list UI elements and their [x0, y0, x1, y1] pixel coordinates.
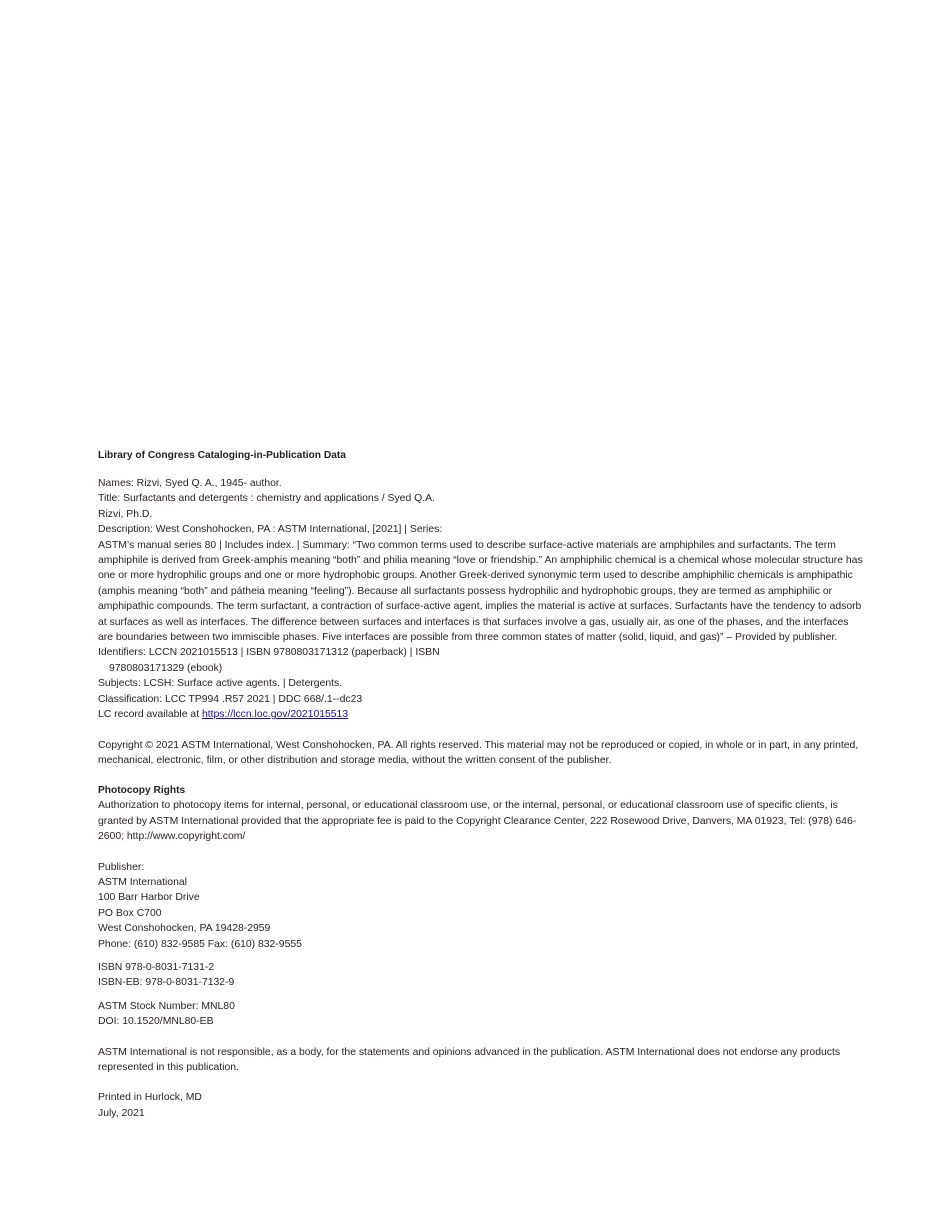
printing-info	[98, 1090, 866, 1121]
publisher-name: ASTM International	[98, 876, 187, 888]
lc-record-link[interactable]: https://lccn.loc.gov/2021015513	[201, 709, 349, 721]
printing-location: Printed in Hurlock, MD	[98, 1092, 202, 1104]
doi: DOI: 10.1520/MNL80-EB	[98, 1016, 214, 1028]
cip-title-line2: Rizvi, Ph.D.	[98, 508, 153, 520]
copyright-page	[98, 448, 866, 1121]
cip-classification: Classification: LCC TP994 .R57 2021 | DDC 668/.1--dc23	[98, 693, 363, 705]
cip-summary: ASTM’s manual series 80 | Includes index. | Summary: “Two common terms used to describe surface-active materials are amphiphiles and surfactants. The term amphiphile is derived from Greek-amphis meaning “both” and philia meaning “love or friendship.” An amphiphilic chemical is a chemical whose molecular structure has one or more hydrophilic groups and one or more hydrophobic groups. Another Greek-derived synonymic term used to describe amphiphilic chemicals is amphipathic (amphis meaning “both” and pátheia meaning “feeling”). Because all surfactants possess hydrophilic and hydrophobic groups, they are termed as amphiphilic or amphipathic compounds. The term surfactant, a contraction of surface-active agent, implies the material is active at surfaces. Surfactants have the tendency to adsorb at surfaces as well as interfaces. The difference between surfaces and interfaces is that surfaces involve a gas, usually air, as one of the phases, and the interfaces are boundaries between two immiscible phases. Five interfaces are possible from three common states of matter (solid, liquid, and gas)” – Provided by publisher.	[98, 539, 863, 644]
copyright-notice: Copyright © 2021 ASTM International, West Conshohocken, PA. All rights reserved. This material may not be reproduced or copied, in whole or in part, in any printed, mechanical, electronic, film, or other distribution and storage media, without the written consent of the publisher.	[98, 739, 859, 766]
cip-title-line1: Title: Surfactants and detergents : chemistry and applications / Syed Q.A.	[98, 493, 435, 505]
cip-heading: Library of Congress Cataloging-in-Publication Data	[98, 450, 346, 461]
cip-description: Description: West Conshohocken, PA : ASTM International, [2021] | Series:	[98, 524, 443, 536]
stock-block	[98, 999, 866, 1030]
publisher-phone: Phone: (610) 832-9585 Fax: (610) 832-9555	[98, 938, 302, 950]
publisher-street: 100 Barr Harbor Drive	[98, 892, 200, 904]
photocopy-heading: Photocopy Rights	[98, 785, 186, 797]
publisher-address	[98, 860, 866, 952]
publisher-label: Publisher:	[98, 861, 145, 873]
cip-lc-record	[98, 707, 866, 722]
isbn-block	[98, 960, 866, 991]
lc-record-prefix: LC record available at	[98, 709, 202, 721]
cip-names: Names: Rizvi, Syed Q. A., 1945- author.	[98, 478, 282, 489]
cip-subjects: Subjects: LCSH: Surface active agents. | Detergents.	[98, 678, 343, 690]
stock-number: ASTM Stock Number: MNL80	[98, 1000, 235, 1012]
cip-identifiers-line1: Identifiers: LCCN 2021015513 | ISBN 9780803171312 (paperback) | ISBN	[98, 647, 440, 659]
cip-identifiers-line2: 9780803171329 (ebook)	[109, 662, 223, 674]
isbn-ebook: ISBN-EB: 978-0-8031-7132-9	[98, 977, 235, 989]
cip-record	[98, 476, 866, 723]
printing-date: July, 2021	[98, 1107, 145, 1119]
publisher-po-box: PO Box C700	[98, 907, 162, 919]
isbn-print: ISBN 978-0-8031-7131-2	[98, 961, 215, 973]
publisher-city: West Conshohocken, PA 19428-2959	[98, 923, 271, 935]
photocopy-text: Authorization to photocopy items for internal, personal, or educational classroom use, or the internal, personal, or educational classroom use of specific clients, is granted by ASTM International provided that the appropriate fee is paid to the Copyright Clearance Center, 222 Rosewood Drive, Danvers, MA 01923, Tel: (978) 646-2600; http://www.copyright.com/	[98, 800, 857, 843]
disclaimer: ASTM International is not responsible, as a body, for the statements and opinions advanced in the publication. ASTM International does not endorse any products represented in this publication.	[98, 1046, 841, 1073]
